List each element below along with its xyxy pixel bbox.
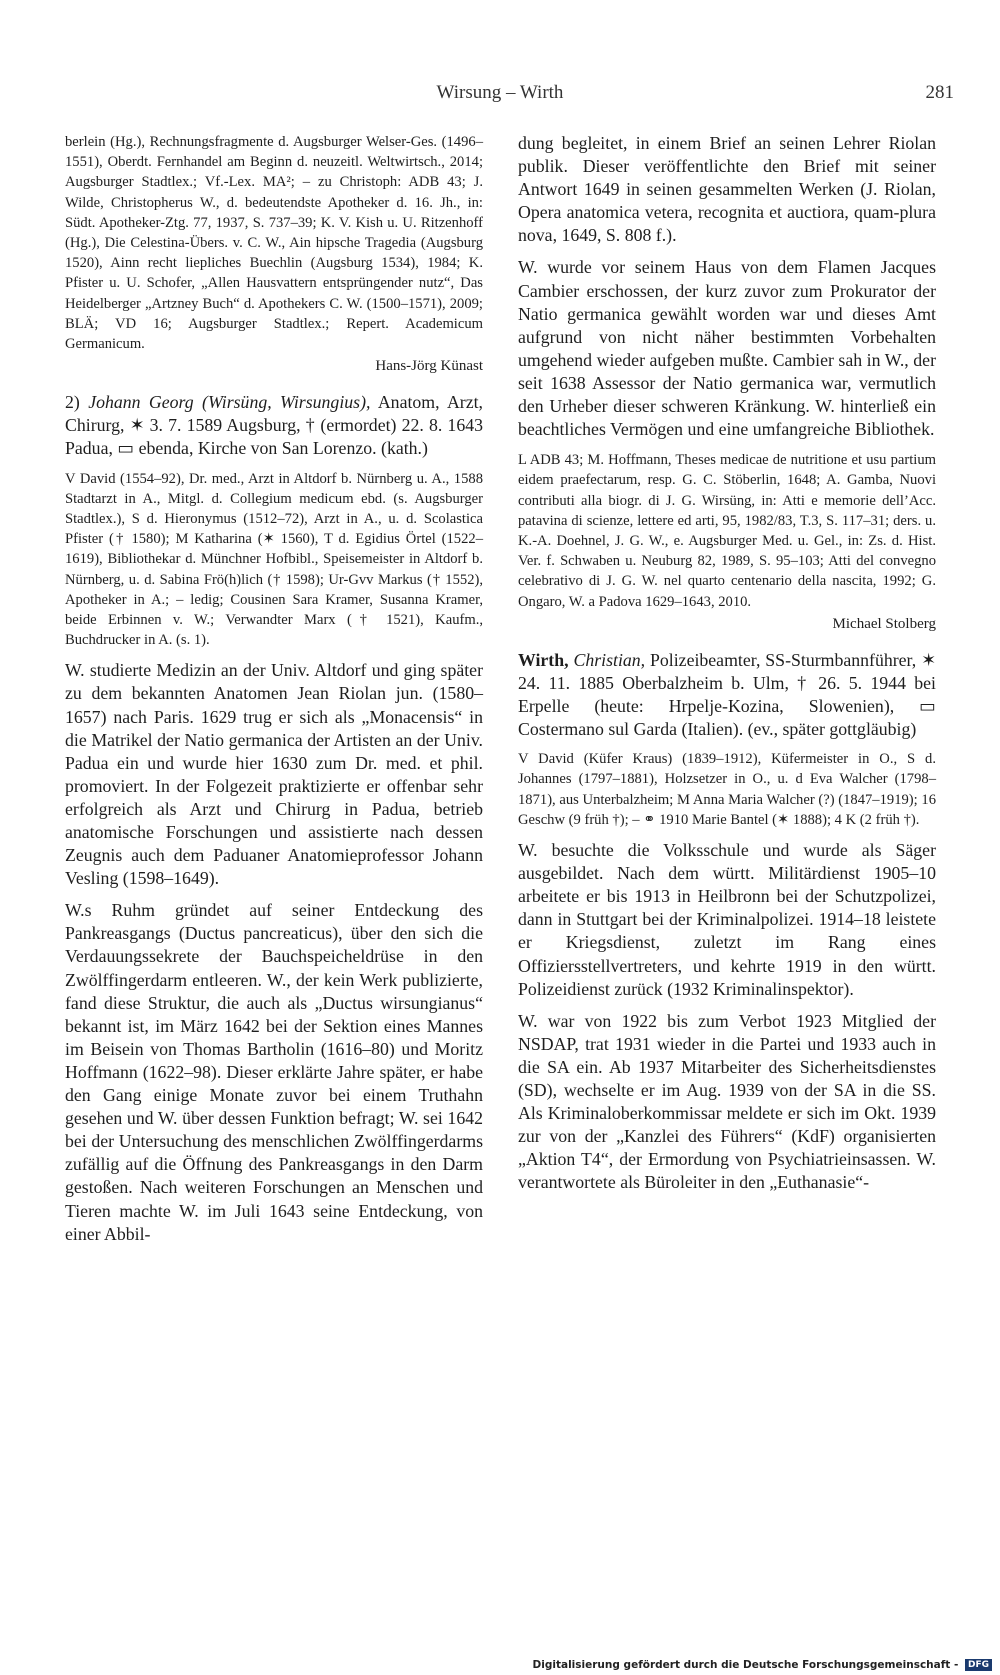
entry-name: Johann Georg (Wirsüng, Wirsungius), xyxy=(88,392,371,413)
entry-number: 2) xyxy=(65,392,80,413)
entry-description: Anatom, Arzt, Chirurg, ✶ 3. 7. 1589 Augsburg, † (ermordet) 22. 8. 1643 Padua, ▭ ebenda, Kirche von San Lorenzo. (kath.) xyxy=(65,392,483,459)
author-signature: Michael Stolberg xyxy=(832,615,936,632)
body-paragraph: W. studierte Medizin an der Univ. Altdorf und ging später zu dem bekannten Anatomen Jean Riolan jun. (1580–1657) nach Paris. 1629 trug er sich als „Monacensis“ in die Matrikel der Natio germanica der Artisten an der Univ. Padua ein und wurde hier 1630 zum Dr. med. et phil. promoviert. In der Folgezeit praktizierte er offenbar sehr erfolgreich als Arzt und Chirurg in Padua, betrieb anatomische Forschungen und assistierte nach dessen Zeugnis auch dem Paduaner Anatomieprofessor Johann Vesling (1598–1649). xyxy=(65,660,483,889)
running-title: Wirsung – Wirth xyxy=(436,82,564,103)
digitization-credit xyxy=(533,1659,992,1671)
left-column xyxy=(65,132,483,1246)
body-paragraph: W. war von 1922 bis zum Verbot 1923 Mitglied der NSDAP, trat 1931 wieder in die Partei und 1933 auch in die SA ein. Ab 1937 Mitarbeiter des Sicherheitsdienstes (SD), wechselte er im Aug. 1939 von der SA in die SS. Als Kriminaloberkommissar meldete er sich im Okt. 1939 zur von der „Kanzlei des Führers“ (KdF) organisierten „Aktion T4“, der Ermordung von Psychiatrieinsassen. W. verantwortete als Büroleiter in den „Euthanasie“- xyxy=(518,1010,936,1193)
family-info: V David (Küfer Kraus) (1839–1912), Küfermeister in O., S d. Johannes (1797–1881), Holzsetzer in O., u. d Eva Walcher (1798–1871), aus Unterbalzheim; M Anna Maria Walcher (?) (1847–1919); 16 Geschw (9 früh †); – ⚭ 1910 Marie Bantel (✶ 1888); 4 K (2 früh †). xyxy=(518,751,936,828)
literature-list: L ADB 43; M. Hoffmann, Theses medicae de nutritione et usu partium eidem praefectarum, resp. G. C. Stöberlin, 1648; A. Gamba, Nuovi contributi alla biogr. di J. G. Wirsüng, in: Atti e memorie dell’Acc. patavina di scienze, lettere ed arti, 95, 1982/83, T.3, S. 117–31; ders. u. K.-A. Doehnel, J. G. W., e. Augsburger Med. u. Gel., in: Zs. d. Hist. Ver. f. Schwaben u. Neuburg 82, 1989, S. 95–103; Atti del convegno celebrativo di J. G. W. nel quarto centenario della nascita, 1992; G. Ongaro, W. a Padova 1629–1643, 2010. xyxy=(518,452,936,610)
dfg-logo: DFG xyxy=(965,1659,992,1671)
family-info: V David (1554–92), Dr. med., Arzt in Altdorf b. Nürnberg u. A., 1588 Stadtarzt in A., Mitgl. d. Collegium medicum ebd. (s. Augsburger Stadtlex.), S d. Hieronymus (1512–72), Arzt in A., u. d. Scolastica Pfister († 1580); M Katharina (✶ 1560), T d. Egidius Örtel (1522–1619), Bibliothekar d. Münchner Hofbibl., Speisemeister in Altdorf b. Nürnberg, u. d. Sabina Frö(h)lich († 1598); Ur-Gvv Markus († 1552), Apotheker in A.; – ledig; Cousinen Sara Kramer, Susanna Kramer, beide Erbinnen v. W.; Verwandter Marx († 1521), Kaufm., Buchdrucker in A. (s. 1). xyxy=(65,470,483,649)
credit-text: Digitalisierung gefördert durch die Deutsche Forschungsgemeinschaft - xyxy=(532,1659,959,1671)
body-paragraph: dung begleitet, in einem Brief an seinen Lehrer Riolan publik. Dieser veröffentlichte den Brief mit seiner Antwort 1649 in seinen gesammelten Werken (J. Riolan, Opera anatomica vetera, recognita et auctiora, quam-plura nova, 1649, S. 808 f.). xyxy=(518,133,936,246)
body-paragraph: W. wurde vor seinem Haus von dem Flamen Jacques Cambier erschossen, der kurz zuvor zum Prokurator der Natio germanica gewählt worden war und dieses Amt aufgrund von nicht näher bestimmten Vorbehalten umgehend wieder aufgeben mußte. Cambier sah in W., der seit 1638 Assessor der Natio germanica war, vermutlich den Urheber dieser schweren Kränkung. W. hinterließ ein beachtliches Vermögen und eine umfangreiche Bibliothek. xyxy=(518,257,936,440)
right-column xyxy=(518,132,936,1194)
page-number: 281 xyxy=(925,82,954,103)
body-paragraph: W. besuchte die Volksschule und wurde als Säger ausgebildet. Nach dem württ. Militärdienst 1905–10 arbeitete er bis 1913 in Heilbronn bei der Schutzpolizei, dann in Stuttgart bei der Kriminalpolizei. 1914–18 leistete er Kriegsdienst, zuletzt im Rang eines Offiziersstellvertreters, und kehrte 1919 in den württ. Polizeidienst zurück (1932 Kriminalinspektor). xyxy=(518,840,936,999)
entry-heading-johann-georg xyxy=(65,391,483,460)
author-signature: Hans-Jörg Künast xyxy=(375,358,483,375)
references-continued: berlein (Hg.), Rechnungsfragmente d. Augsburger Welser-Ges. (1496–1551), Oberdt. Fernhandel am Beginn d. neuzeitl. Weltwirtsch., 2014; Augsburger Stadtlex.; Vf.-Lex. MA²; – zu Christoph: ADB 43; J. Wilde, Christopherus W., d. bedeutendste Apotheker d. 16. Jh., in: Südt. Apotheker-Ztg. 77, 1937, S. 737–39; K. V. Kish u. U. Ritzenhoff (Hg.), Die Celestina-Übers. v. C. W., Ain hipsche Tragedia (Augsburg 1520), Ainn recht liepliches Buechlin (Augsburg 1534), 1984; K. Pfister u. U. Schofer, „Allen Hausvattern entsprüngender nutz“, Das Heidelberger „Artzney Buch“ d. Apothekers C. W. (1500–1571), 2009; BLÄ; VD 16; Augsburger Stadtlex.; Repert. Academicum Germanicum. xyxy=(65,134,483,353)
entry-lemma: Wirth, xyxy=(518,649,569,670)
page-header xyxy=(0,82,1000,110)
entry-heading-wirth xyxy=(518,649,936,741)
entry-description: Polizeibeamter, SS-Sturmbannführer, ✶ 24. 11. 1885 Oberbalzheim b. Ulm, † 26. 5. 1944 bei Erpelle (heute: Hrpelje-Kozina, Slowenien), ▭ Costermano sul Garda (Italien). (ev., später gottgläubig) xyxy=(518,649,936,740)
entry-given-name: Christian, xyxy=(573,649,646,670)
body-paragraph: W.s Ruhm gründet auf seiner Entdeckung des Pankreasgangs (Ductus pancreaticus), über den sich die Verdauungssekrete der Bauchspeicheldrüse in den Zwölffingerdarm entleeren. W., der kein Werk publizierte, fand diese Struktur, die auch als „Ductus wirsungianus“ bekannt ist, im März 1642 bei der Sektion eines Mannes im Beisein von Thomas Bartholin (1616–80) und Moritz Hoffmann (1622–98). Dieser erklärte Jahre später, er habe den Gang einige Monate zuvor bei einem Truthahn gesehen und W. über dessen Funktion befragt; W. sei 1642 bei der Untersuchung des menschlichen Zwölffingerdarms zufällig auf die Öffnung des Pankreasgangs in den Darm gestoßen. Nach weiteren Forschungen an Menschen und Tieren machte W. im Juli 1643 seine Entdeckung, von einer Abbil- xyxy=(65,900,483,1244)
